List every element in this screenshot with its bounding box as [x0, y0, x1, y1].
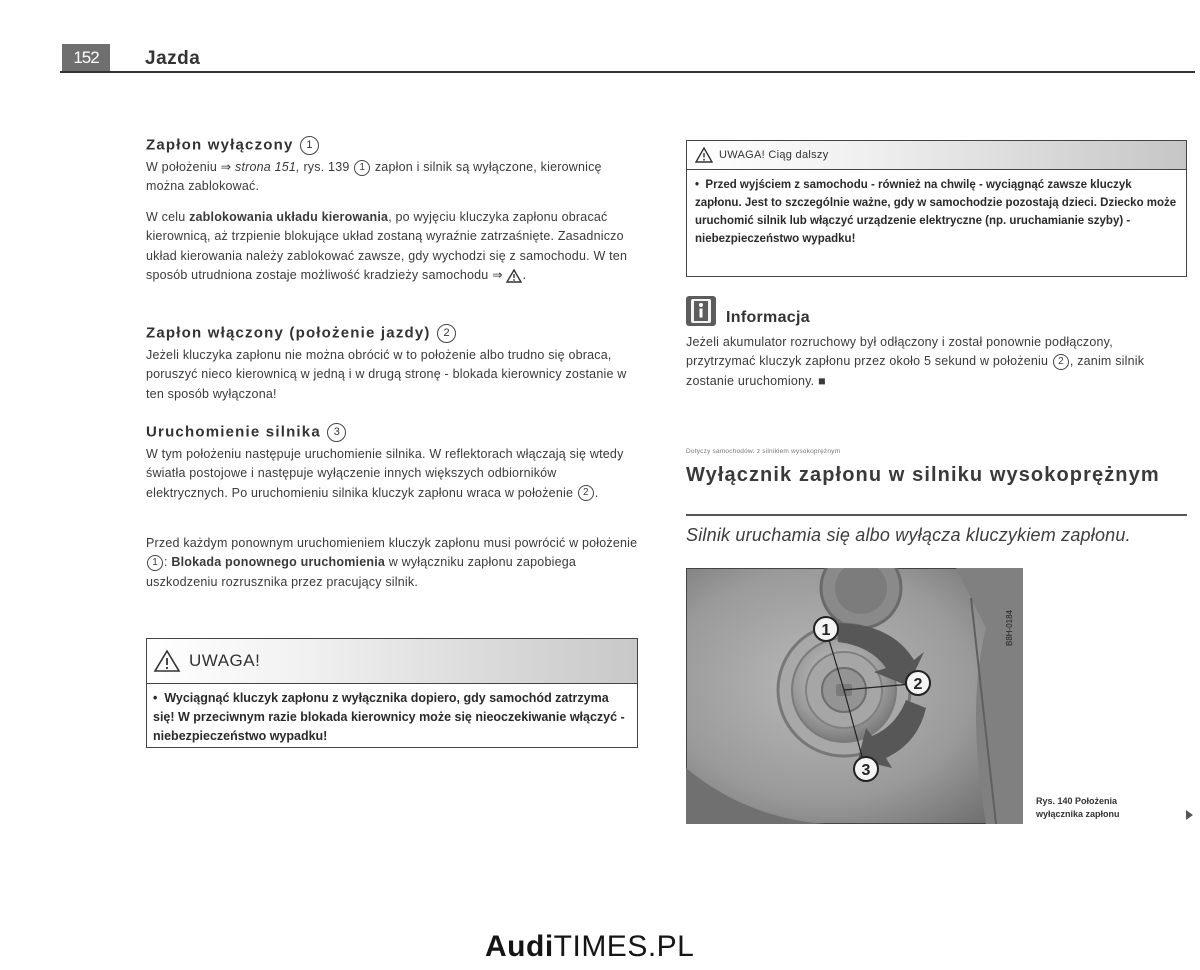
- callout-2-label: 2: [913, 676, 923, 693]
- warning-triangle-icon: [506, 269, 522, 283]
- paragraph-restart-lock: Przed każdym ponownym uruchomieniem kluczyk zapłonu musi powrócić w położenie 1 : Blokada ponownego uruchomienia w wyłączniku zapłonu zapobiega uszkodzeniu rozrusznika przez pracujący silnik.: [146, 536, 638, 589]
- position-1-marker: 1: [300, 136, 319, 155]
- warning-text: • Wyciągnąć kluczyk zapłonu z wyłącznika dopiero, gdy samochód zatrzyma się! W przeciwnym razie blokada kierownicy może się nieoczekiwanie włączyć - niebezpieczeństwo wypadku!: [153, 691, 625, 743]
- position-1-marker: 1: [354, 160, 370, 176]
- info-icon: [686, 296, 716, 326]
- callout-1-label: 1: [821, 622, 831, 639]
- footer-logo: AudiTIMES.PL: [485, 930, 695, 963]
- paragraph-engine-start: W tym położeniu następuje uruchomienie silnika. W reflektorach włączają się wtedy światła postojowe i następuje wyłączenie innych większych odbiorników elektrycznych. Po uruchomieniu silnika kluczyk zapłonu wraca w położenie 2 .: [146, 447, 624, 500]
- position-2-marker: 2: [437, 324, 456, 343]
- position-3-marker: 3: [327, 423, 346, 442]
- page-number: 152: [62, 44, 110, 72]
- warning-triangle-icon: [153, 649, 181, 673]
- paragraph-ignition-on: Jeżeli kluczyka zapłonu nie można obrócić w to położenie albo trudno się obraca, poruszyć nieco kierownicą w jedną i w drugą stronę - blokada kierownicy zostanie w ten sposób wyłączona!: [146, 348, 627, 401]
- position-2-marker: 2: [1053, 354, 1069, 370]
- bullet: •: [695, 179, 706, 191]
- paragraph-ignition-off: W położeniu ⇒ strona 151, rys. 139 1 zapłon i silnik są wyłączone, kierownicę można zablokować.: [146, 160, 602, 194]
- applicability-note: Dotyczy samochodów: z silnikiem wysokoprężnym: [686, 448, 841, 455]
- continue-arrow-icon: [1186, 810, 1193, 820]
- warning-box-continued: [686, 140, 1187, 277]
- figure-caption: Rys. 140 Położenia wyłącznika zapłonu: [1036, 796, 1120, 819]
- paragraph-steering-lock: W celu zablokowania układu kierowania, po wyjęciu kluczyka zapłonu obracać kierownicą, aż trzpienie blokujące układ zostaną wyraźnie zatrzaśnięte. Zasadniczo układ kierowania należy zablokować zawsze, gdy wychodzi się z samochodu. W ten sposób utrudniona zostaje możliwość kradzieży samochodu ⇒ .: [146, 210, 628, 282]
- info-title: Informacja: [726, 309, 810, 326]
- title-rule: [686, 514, 1187, 516]
- warning-text: • Przed wyjściem z samochodu - również na chwilę - wyciągnąć zawsze kluczyk zapłonu. Jest to szczególnie ważne, gdy w samochodzie pozostają dzieci. Dziecko może uruchomić silnik lub włączyć urządzenie elektryczne (np. uruchamianie szyby) - niebezpieczeństwo wypadku!: [695, 179, 1177, 245]
- bullet: •: [153, 691, 165, 705]
- warning-label: UWAGA!: [189, 651, 261, 670]
- position-2-marker: 2: [578, 485, 594, 501]
- header-rule: [60, 71, 1195, 73]
- warning-triangle-icon: [695, 147, 713, 163]
- warning-box: [146, 638, 638, 748]
- callout-3-label: 3: [861, 762, 871, 779]
- position-1-marker: 1: [147, 555, 163, 571]
- ignition-switch-figure: [686, 568, 1023, 824]
- warning-header: [147, 639, 637, 684]
- running-head: Jazda: [145, 48, 201, 69]
- section-title-ignition-on: Zapłon włączony (położenie jazdy) 2: [146, 324, 457, 343]
- page-title: Wyłącznik zapłonu w silniku wysokoprężnym: [686, 464, 1160, 486]
- info-text: Jeżeli akumulator rozruchowy był odłączony i został ponownie podłączony, przytrzymać kluczyk zapłonu przez około 5 sekund w położeniu 2 , zanim silnik zostanie uruchomiony. ■: [686, 335, 1145, 388]
- section-title-ignition-off: Zapłon wyłączony 1: [146, 136, 320, 155]
- figure-code: B8H-0184: [1005, 609, 1014, 647]
- warning-label: UWAGA! Ciąg dalszy: [719, 149, 829, 161]
- section-title-engine-start: Uruchomienie silnika 3: [146, 423, 347, 442]
- lead-text: Silnik uruchamia się albo wyłącza kluczykiem zapłonu.: [686, 525, 1131, 545]
- warning-header: [687, 141, 1186, 170]
